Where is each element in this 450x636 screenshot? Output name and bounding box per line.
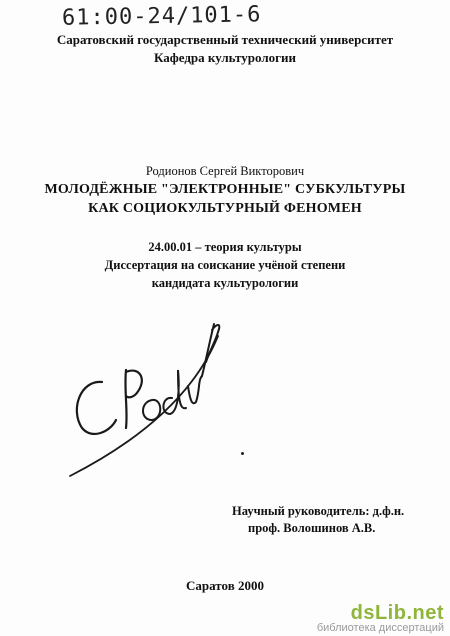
scientific-advisor-label: Научный руководитель: д.ф.н. <box>232 504 405 518</box>
department-name: Кафедра культурологии <box>153 50 296 65</box>
dissertation-type-line-1: Диссертация на соискание учёной степени <box>104 258 346 272</box>
city-and-year: Саратов 2000 <box>186 578 264 593</box>
dslib-watermark <box>317 602 444 634</box>
specialty-code: 24.00.01 – теория культуры <box>148 240 302 254</box>
watermark-logo: dsLib.net <box>350 602 444 624</box>
author-name: Родионов Сергей Викторович <box>145 164 305 178</box>
dissertation-type-line-2: кандидата культурологии <box>151 276 299 290</box>
ink-dot <box>241 452 244 455</box>
handwritten-signature <box>40 310 240 480</box>
scientific-advisor-name: проф. Волошинов А.В. <box>248 521 376 535</box>
watermark-subtitle: библиотека диссертаций <box>316 622 444 634</box>
university-name: Саратовский государственный технический университет <box>56 32 394 47</box>
thesis-title-line-2: КАК СОЦИОКУЛЬТУРНЫЙ ФЕНОМЕН <box>88 201 362 216</box>
thesis-title-line-1: МОЛОДЁЖНЫЕ "ЭЛЕКТРОННЫЕ" СУБКУЛЬТУРЫ <box>44 182 406 197</box>
catalog-number-text: 61:00-24/101-6 <box>61 2 262 31</box>
